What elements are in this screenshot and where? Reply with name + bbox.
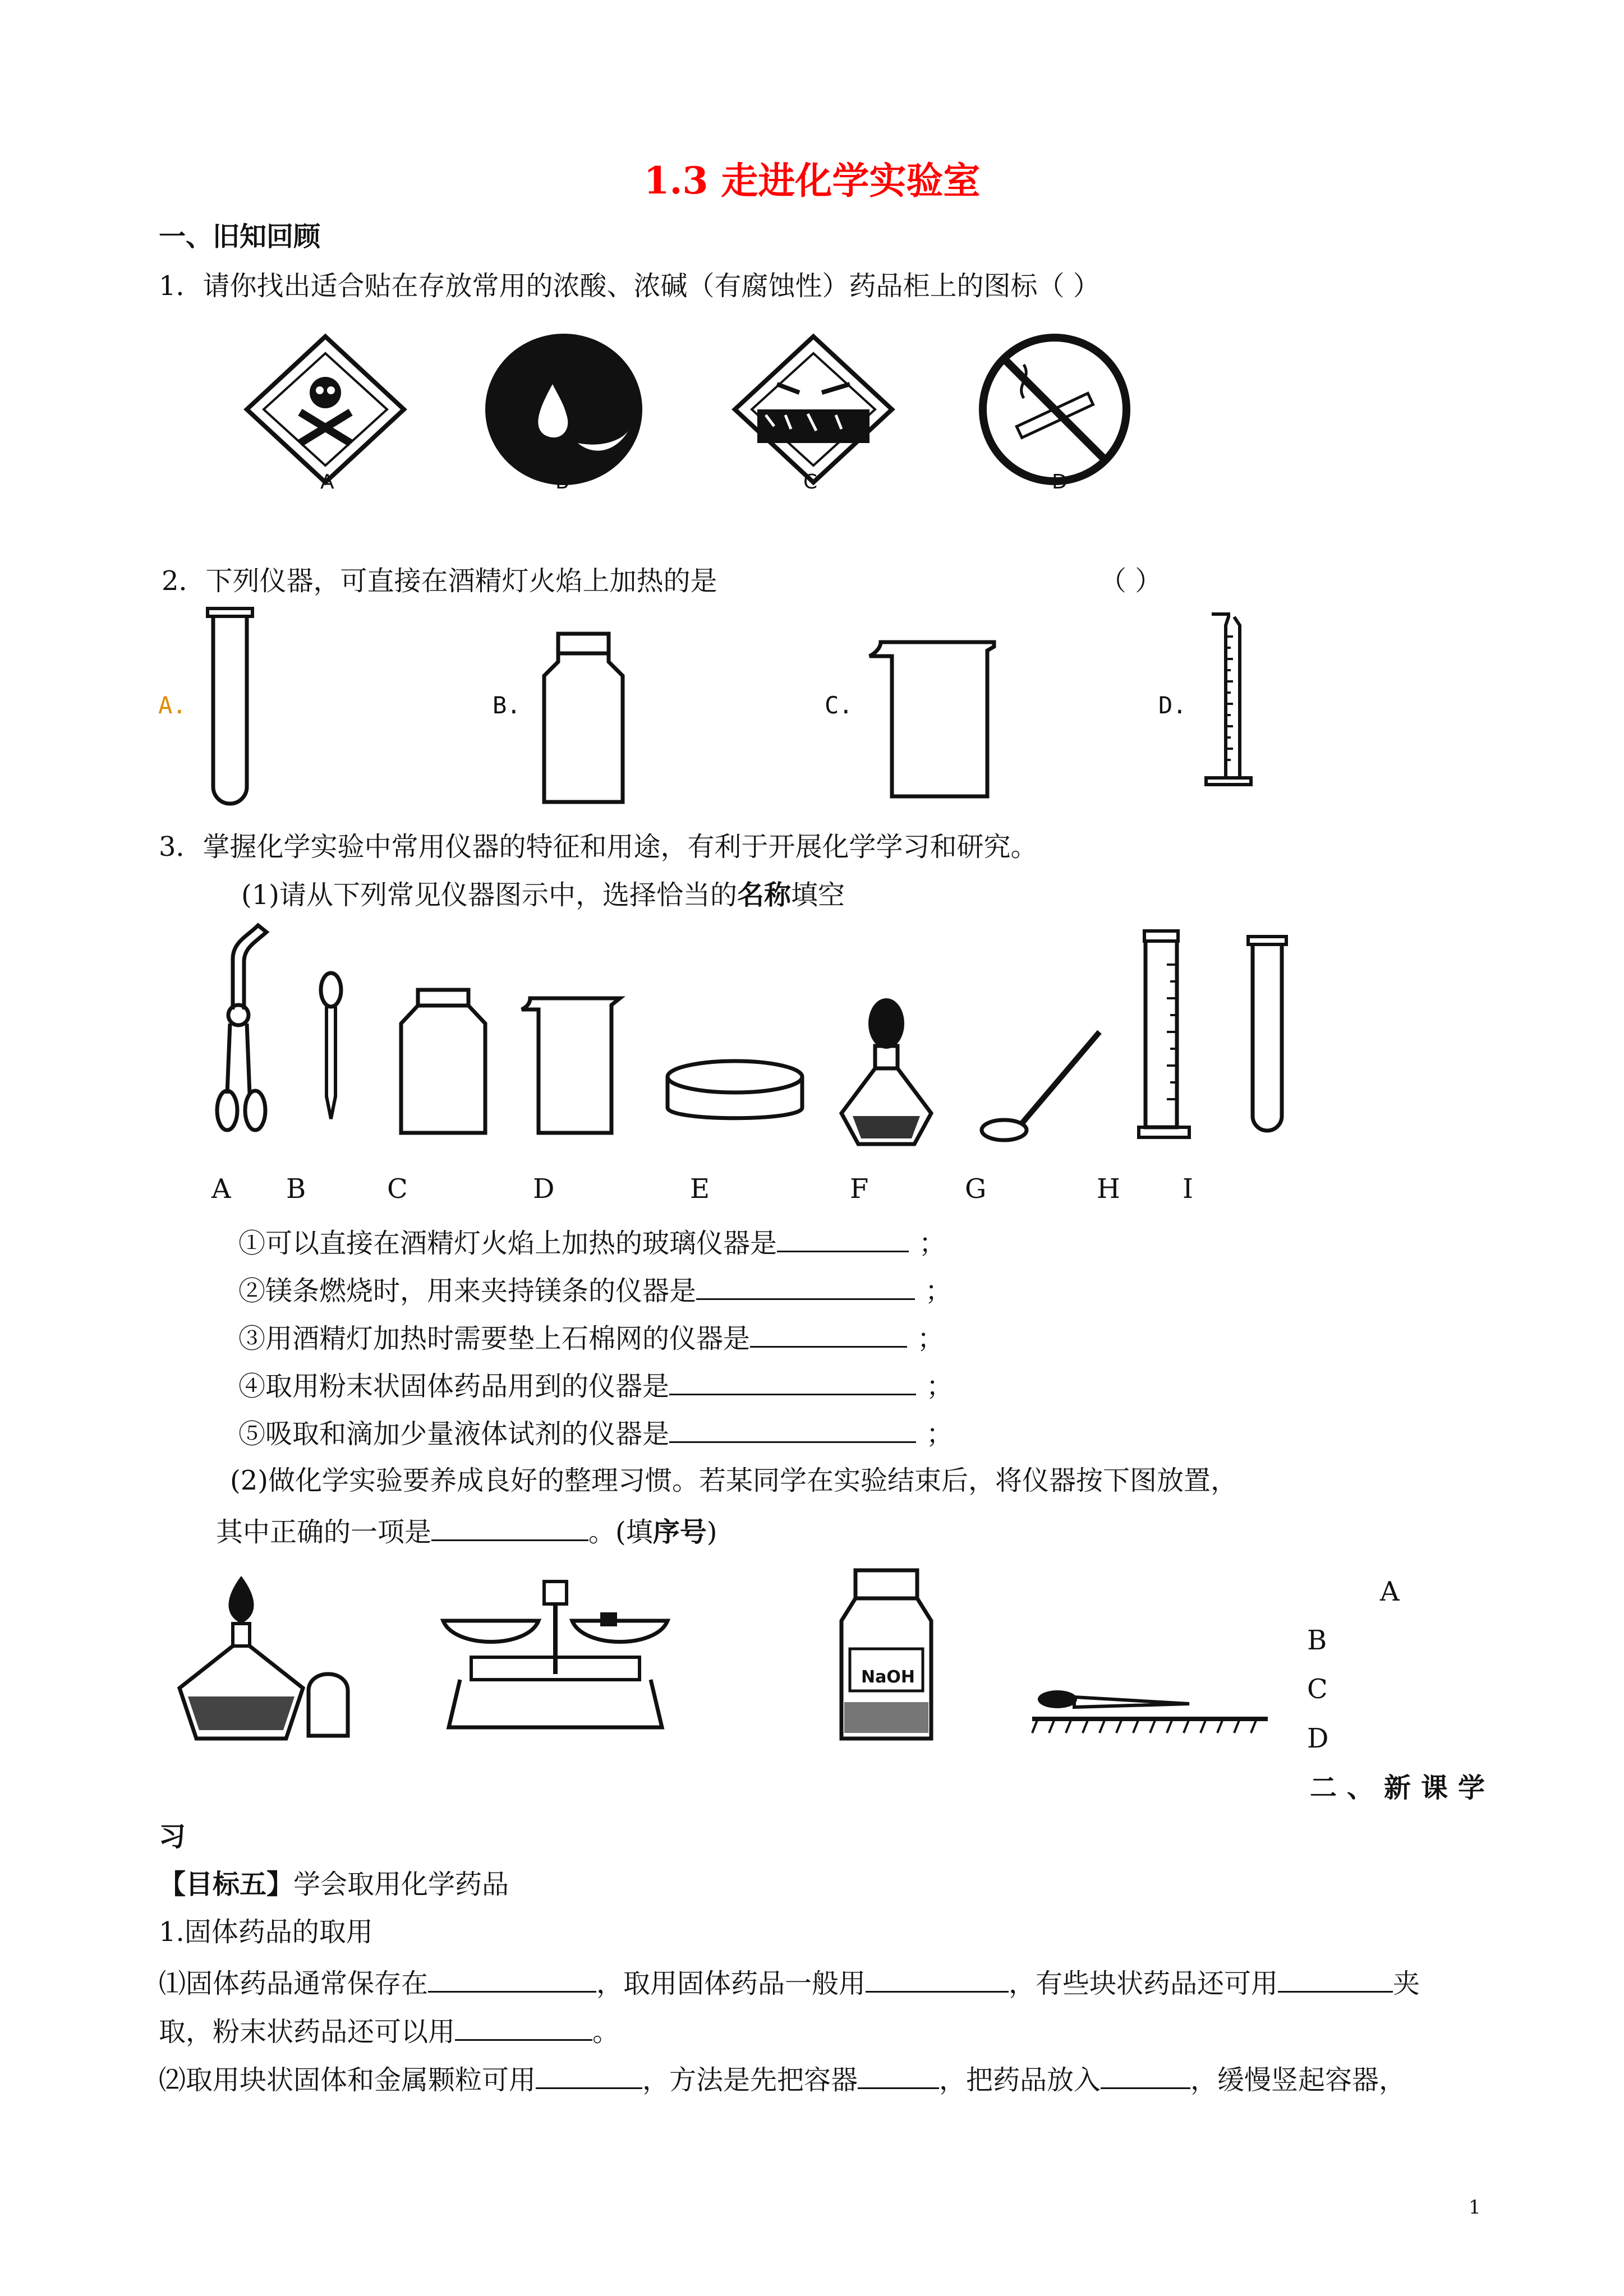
p1-part-e: 取，粉末状药品还可以用 [159,2016,456,2048]
fill-item-3-text: ③用酒精灯加热时需要垫上石棉网的仪器是 [238,1323,751,1354]
instrument-label-d: D [533,1173,555,1205]
p2-blank-2[interactable] [858,2059,939,2089]
toxic-sign-icon [247,336,404,482]
p2-part-d: ，缓慢竖起容器， [1190,2064,1406,2096]
p1-part-d: 夹 [1393,1968,1420,1999]
fill-blank-4[interactable] [669,1366,916,1395]
instrument-label-c: C [387,1173,408,1205]
q2-option-a: A. [158,691,187,719]
dropper-on-table-icon [1032,1690,1268,1733]
wide-mouth-bottle-icon [401,990,485,1133]
q3-sub1-bold: 名称 [737,879,792,911]
crucible-tongs-icon [217,925,266,1130]
instrument-label-i: I [1183,1173,1193,1205]
corrosive-diamond-sign-icon [735,336,892,482]
fill-item-5-end: ； [926,1418,954,1450]
fill-item-2 [238,1270,952,1308]
paragraph-1-line2 [159,2011,619,2049]
fill-item-1 [238,1223,946,1260]
q3-sub2-prefix: 其中正确的一项是 [216,1516,432,1548]
naoh-bottle-label: NaOH [861,1667,915,1687]
fill-item-3-end: ； [917,1323,945,1354]
fill-item-2-text: ②镁条燃烧时，用来夹持镁条的仪器是 [238,1275,697,1307]
fill-blank-1[interactable] [777,1223,909,1252]
fill-blank-3[interactable] [750,1318,907,1348]
fill-item-5-text: ⑤吸取和滴加少量液体试剂的仪器是 [238,1418,670,1450]
p1-part-f: 。 [592,2016,620,2048]
q2-option-c: C. [825,691,853,719]
q1-option-b: B [555,471,569,494]
fill-item-1-text: ①可以直接在酒精灯火焰上加热的玻璃仪器是 [238,1228,778,1259]
section-heading-new-part1: 二、新课学 [1310,1772,1496,1804]
instrument-label-f: F [850,1173,869,1205]
question-3-text: 3．掌握化学实验中常用仪器的特征和用途，有利于开展化学学习和研究。 [159,831,1038,863]
alcohol-lamp-icon [180,1576,303,1739]
question-2-text: 2．下列仪器，可直接在酒精灯火焰上加热的是 [162,565,717,597]
fill-blank-5[interactable] [669,1413,916,1443]
graduated-cylinder-icon [1139,931,1189,1137]
p1-blank-3[interactable] [1278,1963,1393,1993]
instrument-label-e: E [690,1173,710,1205]
option-label-c: C [1307,1673,1328,1705]
question-3-sub1 [241,878,845,912]
q3-sub2-suffix: 。(填 [588,1516,653,1548]
no-smoking-sign-icon [983,338,1126,481]
question-3-sub2-line1: (2)做化学实验要养成良好的整理习惯。若某同学在实验结束后，将仪器按下图放置， [230,1465,1237,1496]
q3-sub1-suffix: 填空 [791,879,845,911]
goal-five-text: 学会取用化学药品 [293,1869,509,1900]
q1-option-d: D [1052,471,1068,494]
goal-five-label: 【目标五】 [159,1869,294,1900]
naoh-bottle-icon [841,1570,931,1739]
evaporating-dish-icon [668,1061,802,1118]
page-title: 1.3 走进化学实验室 [643,159,981,202]
paragraph-2-line1 [159,2059,1406,2097]
p2-part-c: ，把药品放入 [939,2064,1101,2096]
option-label-a: A [1380,1576,1400,1607]
instrument-label-a: A [211,1173,231,1205]
section-heading-review: 一、旧知回顾 [159,221,321,252]
fill-item-4 [238,1366,953,1403]
fill-blank-2[interactable] [696,1270,915,1300]
q3-sub2-close: ) [706,1516,717,1548]
corrosive-drop-sign-icon [485,334,642,485]
q3-instrument-figures [208,920,1301,1155]
q1-option-a: A [320,471,334,494]
paragraph-1-line1 [159,1963,1420,2000]
balance-scale-icon [443,1582,668,1727]
question-2-answer-paren: （ ） [1099,565,1162,597]
option-label-b: B [1307,1625,1327,1656]
instrument-label-b: B [286,1173,306,1205]
beaker-icon [522,998,620,1133]
p1-part-c: ，有些块状药品还可用 [1009,1968,1278,1999]
question-1-text: 1．请你找出适合贴在存放常用的浓酸、浓碱（有腐蚀性）药品柜上的图标（ ） [159,270,1100,302]
reagent-bottle-icon [544,634,623,802]
p2-part-a: ⑵取用块状固体和金属颗粒可用 [159,2064,536,2096]
p2-part-b: ，方法是先把容器 [642,2064,858,2096]
instrument-label-g: G [965,1173,987,1205]
q2-instrument-figures [202,608,1335,810]
fill-item-4-text: ④取用粉末状固体药品用到的仪器是 [238,1371,670,1402]
q2-option-b: B. [493,691,521,719]
question-3-sub2-line2 [216,1511,717,1549]
fill-item-5 [238,1413,953,1451]
p2-blank-1[interactable] [536,2059,642,2089]
section-heading-new-part2: 习 [159,1821,186,1852]
solid-reagent-heading: 1.固体药品的取用 [159,1916,373,1948]
dropper-icon [321,973,341,1119]
p1-part-a: ⑴固体药品通常保存在 [159,1968,429,1999]
q3-sub2-bold: 序号 [652,1516,707,1548]
beaker-icon [869,642,994,796]
q1-hazard-icons [236,331,1156,499]
alcohol-lamp-icon [841,998,931,1144]
test-tube-icon [208,608,252,804]
p1-blank-2[interactable] [866,1963,1009,1993]
p1-blank-1[interactable] [428,1963,596,1993]
test-tube-icon [1248,937,1286,1131]
page-number: 1 [1469,2196,1481,2219]
instrument-label-h: H [1097,1173,1120,1205]
p2-blank-3[interactable] [1101,2059,1190,2089]
fill-item-2-end: ； [925,1275,953,1307]
q3-tidy-up-figures [168,1570,1290,1761]
fill-item-4-end: ； [926,1371,954,1402]
lamp-cap-icon [309,1674,348,1736]
q2-option-d: D. [1158,691,1187,719]
fill-item-3 [238,1318,944,1356]
goal-five [159,1868,509,1901]
fill-item-1-end: ； [919,1228,946,1259]
q1-option-c: C [803,471,818,494]
medicine-spoon-icon [982,1032,1099,1140]
graduated-cylinder-icon [1206,614,1251,785]
fill-blank-6[interactable] [431,1511,588,1541]
p1-part-b: ，取用固体药品一般用 [596,1968,866,1999]
q3-sub1-prefix: (1)请从下列常见仪器图示中，选择恰当的 [241,879,737,911]
option-label-d: D [1307,1723,1329,1754]
p1-blank-4[interactable] [455,2011,592,2041]
